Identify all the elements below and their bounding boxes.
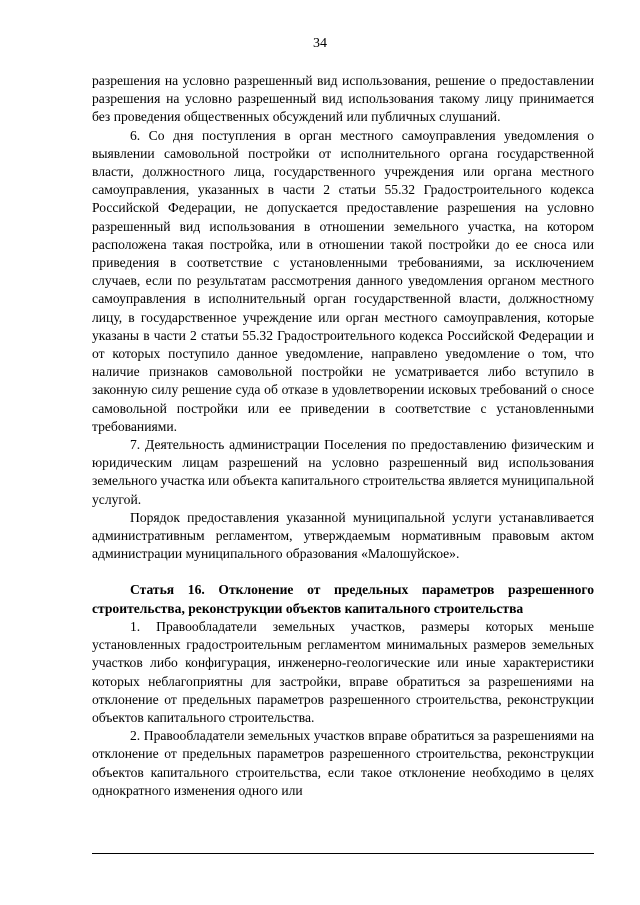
document-body [92, 72, 594, 800]
article-heading: Статья 16. Отклонение от предельных параметров разрешенного строительства, реконструкции объектов капитального строительства [92, 582, 594, 616]
paragraph-item-7: 7. Деятельность администрации Поселения по предоставлению физическим и юридическим лицам разрешений на условно разрешенный вид использования земельного участка или объекта капитального строительства является муниципальной услугой. [92, 437, 594, 507]
paragraph-procedure: Порядок предоставления указанной муниципальной услуги устанавливается административным регламентом, утверждаемым нормативным правовым актом администрации муниципального образования «Малошуйское». [92, 509, 594, 562]
paragraph-article16-item-1: 1. Правообладатели земельных участков, размеры которых меньше установленных градостроительным регламентом минимальных размеров земельных участков либо конфигурация, инженерно-геологические или иные характеристики которых неблагоприятны для застройки, вправе обратиться за разрешениями на отклонение от предельных параметров разрешенного строительства, реконструкции объектов капитального строительства. [92, 618, 594, 725]
footer-divider [92, 853, 594, 854]
page-number: 34 [313, 36, 327, 51]
paragraph-continuation: разрешения на условно разрешенный вид использования, решение о предоставлении разрешения на условно разрешенный вид использования такому лицу принимается без проведения общественных обсуждений или публичных слушаний. [92, 73, 594, 125]
paragraph-item-6: 6. Со дня поступления в орган местного самоуправления уведомления о выявлении самовольной постройки от исполнительного органа государственной власти, должностного лица, государственного учреждения или органа местного самоуправления, указанных в части 2 статьи 55.32 Градостроительного кодекса Российской Федерации, не допускается предоставление разрешения на условно разрешенный вид использования в отношении земельного участка, на котором расположена такая постройка, или в отношении такой постройки до ее сноса или приведения в соответствие с установленными требованиями, за исключением случаев, если по результатам рассмотрения данного уведомления органом местного самоуправления в исполнительный орган государственной власти, должностному лицу, в государственное учреждение или орган местного самоуправления, которые указаны в части 2 статьи 55.32 Градостроительного кодекса Российской Федерации и от которых поступило данное уведомление, направлено уведомление о том, что наличие признаков самовольной постройки не усматривается либо вступило в законную силу решение суда об отказе в удовлетворении исковых требований о сносе самовольной постройки или ее приведении в соответствие с установленными требованиями. [92, 127, 594, 434]
paragraph-article16-item-2: 2. Правообладатели земельных участков вправе обратиться за разрешениями на отклонение от предельных параметров разрешенного строительства, реконструкции объектов капитального строительства, если такое отклонение необходимо в целях однократного изменения одного или [92, 728, 594, 798]
